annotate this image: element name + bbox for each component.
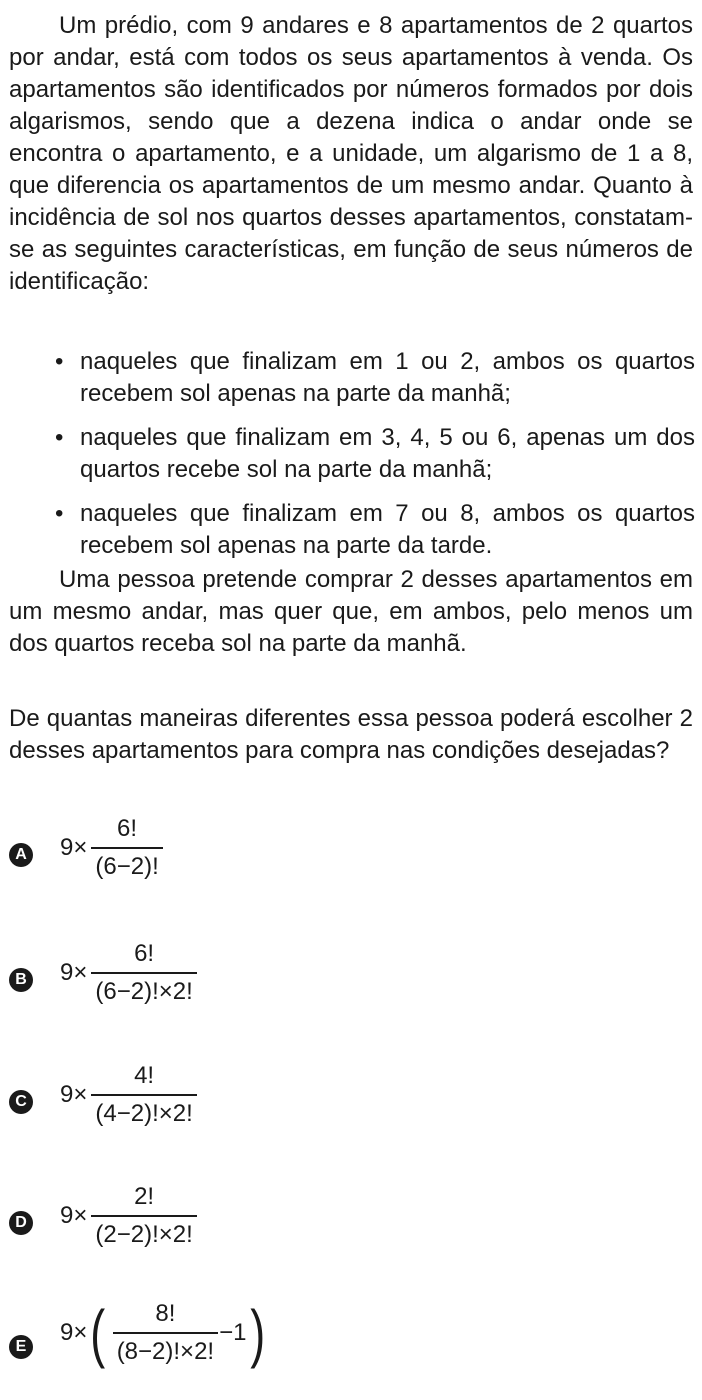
fraction — [91, 815, 162, 881]
option-expression — [60, 815, 163, 881]
numerator: 4! — [134, 1062, 155, 1089]
answer-option-c[interactable] — [9, 1062, 409, 1162]
expression-prefix: 9× — [60, 1081, 88, 1108]
bullet-text: naqueles que finalizam em 7 ou 8, ambos os quartos recebem sol apenas na parte da tarde. — [80, 500, 695, 559]
list-item — [55, 422, 695, 486]
question-paragraph-2: Uma pessoa pretende comprar 2 desses apartamentos em um mesmo andar, mas quer que, em ambos, pelo menos um dos quartos receba sol na parte da manhã. — [9, 566, 693, 657]
option-letter-badge: A — [9, 843, 33, 867]
list-item — [55, 346, 695, 410]
close-paren: ) — [250, 1297, 266, 1369]
list-item — [55, 498, 695, 562]
option-letter-badge: D — [9, 1211, 33, 1235]
expression-prefix: 9× — [60, 834, 88, 861]
fraction — [91, 1183, 196, 1249]
denominator: (6−2)!×2! — [91, 972, 196, 1006]
bullet-icon: • — [55, 500, 64, 527]
numerator: 8! — [155, 1300, 176, 1327]
question-prompt: De quantas maneiras diferentes essa pessoa poderá escolher 2 desses apartamentos para compra nas condições desejadas? — [9, 705, 693, 764]
option-expression — [60, 1183, 197, 1249]
option-letter-badge: E — [9, 1335, 33, 1359]
expression-prefix: 9× — [60, 1202, 88, 1229]
denominator: (2−2)!×2! — [91, 1215, 196, 1249]
answer-option-e[interactable] — [9, 1297, 409, 1400]
bullet-icon: • — [55, 348, 64, 375]
answer-option-a[interactable] — [9, 815, 409, 915]
option-letter-badge: B — [9, 968, 33, 992]
option-letter-badge: C — [9, 1090, 33, 1114]
numerator: 6! — [134, 940, 155, 967]
fraction — [113, 1300, 218, 1366]
numerator: 6! — [117, 815, 138, 842]
bullet-text: naqueles que finalizam em 1 ou 2, ambos os quartos recebem sol apenas na parte da manhã; — [80, 348, 695, 407]
expression-suffix: −1 — [219, 1319, 247, 1346]
expression-prefix: 9× — [60, 1319, 88, 1346]
denominator: (6−2)! — [91, 847, 162, 881]
option-expression — [60, 1062, 197, 1128]
fraction — [91, 940, 196, 1006]
expression-prefix: 9× — [60, 959, 88, 986]
denominator: (8−2)!×2! — [113, 1332, 218, 1366]
condition-list — [55, 346, 695, 562]
denominator: (4−2)!×2! — [91, 1094, 196, 1128]
bullet-text: naqueles que finalizam em 3, 4, 5 ou 6, apenas um dos quartos recebe sol na parte da manhã; — [80, 424, 695, 483]
numerator: 2! — [134, 1183, 155, 1210]
answer-option-b[interactable] — [9, 940, 409, 1040]
question-intro: Um prédio, com 9 andares e 8 apartamentos de 2 quartos por andar, está com todos os seus apartamentos à venda. Os apartamentos são identificados por números formados por dois algarismos, sendo que a dezena indica o andar onde se encontra o apartamento, e a unidade, um algarismo de 1 a 8, que diferencia os apartamentos de um mesmo andar. Quanto à incidência de sol nos quartos desses apartamentos, constatam-se as seguintes características, em função de seus números de identificação: — [9, 12, 693, 295]
bullet-icon: • — [55, 424, 64, 451]
option-expression — [60, 1297, 269, 1369]
option-expression — [60, 940, 197, 1006]
fraction — [91, 1062, 196, 1128]
answer-option-d[interactable] — [9, 1183, 409, 1283]
open-paren: ( — [90, 1297, 106, 1369]
